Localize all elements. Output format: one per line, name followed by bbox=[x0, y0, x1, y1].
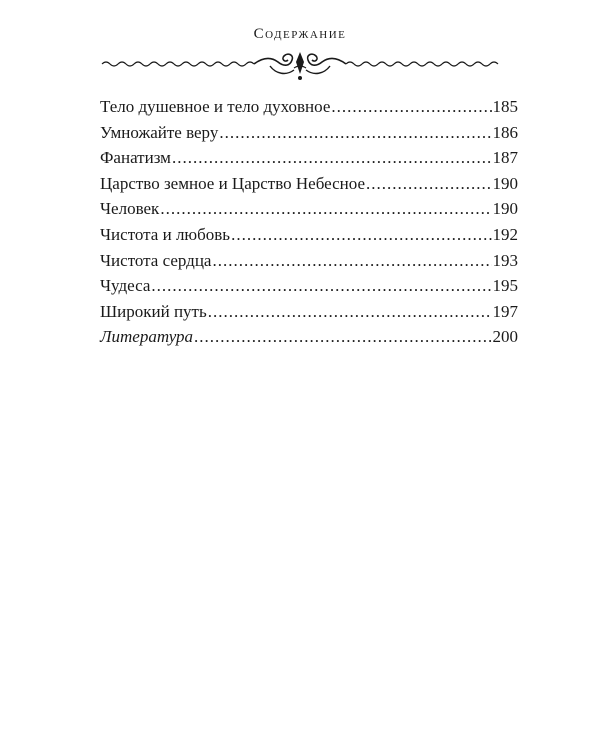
toc-entry-page: 197 bbox=[492, 301, 518, 321]
toc-entry[interactable] bbox=[100, 171, 518, 197]
toc-dot-leader bbox=[212, 248, 491, 274]
toc-entry-page: 190 bbox=[492, 173, 518, 193]
toc-entry[interactable] bbox=[100, 222, 518, 248]
toc-dot-leader bbox=[151, 273, 491, 299]
toc-entry-page: 200 bbox=[492, 327, 518, 347]
toc-entry-title: Литература bbox=[100, 327, 194, 347]
toc-entry-page: 186 bbox=[492, 122, 518, 142]
toc-entry[interactable] bbox=[100, 94, 518, 120]
toc-dot-leader bbox=[172, 145, 492, 171]
table-of-contents bbox=[100, 94, 518, 350]
toc-entry-title: Умножайте веру bbox=[100, 122, 219, 142]
toc-dot-leader bbox=[231, 222, 491, 248]
toc-entry-title: Царство земное и Царство Небесное bbox=[100, 173, 365, 193]
toc-entry-title: Чистота и любовь bbox=[100, 224, 231, 244]
toc-entry-page: 193 bbox=[492, 250, 518, 270]
toc-entry[interactable] bbox=[100, 196, 518, 222]
toc-entry-title: Фанатизм bbox=[100, 148, 171, 168]
toc-entry[interactable] bbox=[100, 145, 518, 171]
decorative-ornament-icon bbox=[100, 48, 500, 84]
toc-entry-title: Чистота сердца bbox=[100, 250, 212, 270]
toc-dot-leader bbox=[194, 324, 491, 350]
toc-entry[interactable] bbox=[100, 273, 518, 299]
toc-entry-title: Широкий путь bbox=[100, 301, 207, 321]
toc-dot-leader bbox=[331, 94, 491, 120]
toc-dot-leader bbox=[366, 171, 492, 197]
toc-entry-page: 195 bbox=[492, 276, 518, 296]
toc-entry-title: Чудеса bbox=[100, 276, 151, 296]
toc-entry-page: 185 bbox=[492, 97, 518, 116]
toc-dot-leader bbox=[160, 196, 491, 222]
page-header-title: Содержание bbox=[253, 26, 347, 42]
toc-entry[interactable] bbox=[100, 324, 518, 350]
toc-entry-title: Человек bbox=[100, 199, 160, 219]
toc-entry-page: 190 bbox=[492, 199, 518, 219]
toc-dot-leader bbox=[219, 120, 491, 146]
toc-entry[interactable] bbox=[100, 120, 518, 146]
toc-dot-leader bbox=[208, 299, 492, 325]
toc-entry-page: 187 bbox=[492, 148, 518, 168]
toc-entry-page: 192 bbox=[492, 224, 518, 244]
toc-entry[interactable] bbox=[100, 248, 518, 274]
toc-entry-title: Тело душевное и тело духовное bbox=[100, 97, 331, 116]
toc-entry[interactable] bbox=[100, 299, 518, 325]
